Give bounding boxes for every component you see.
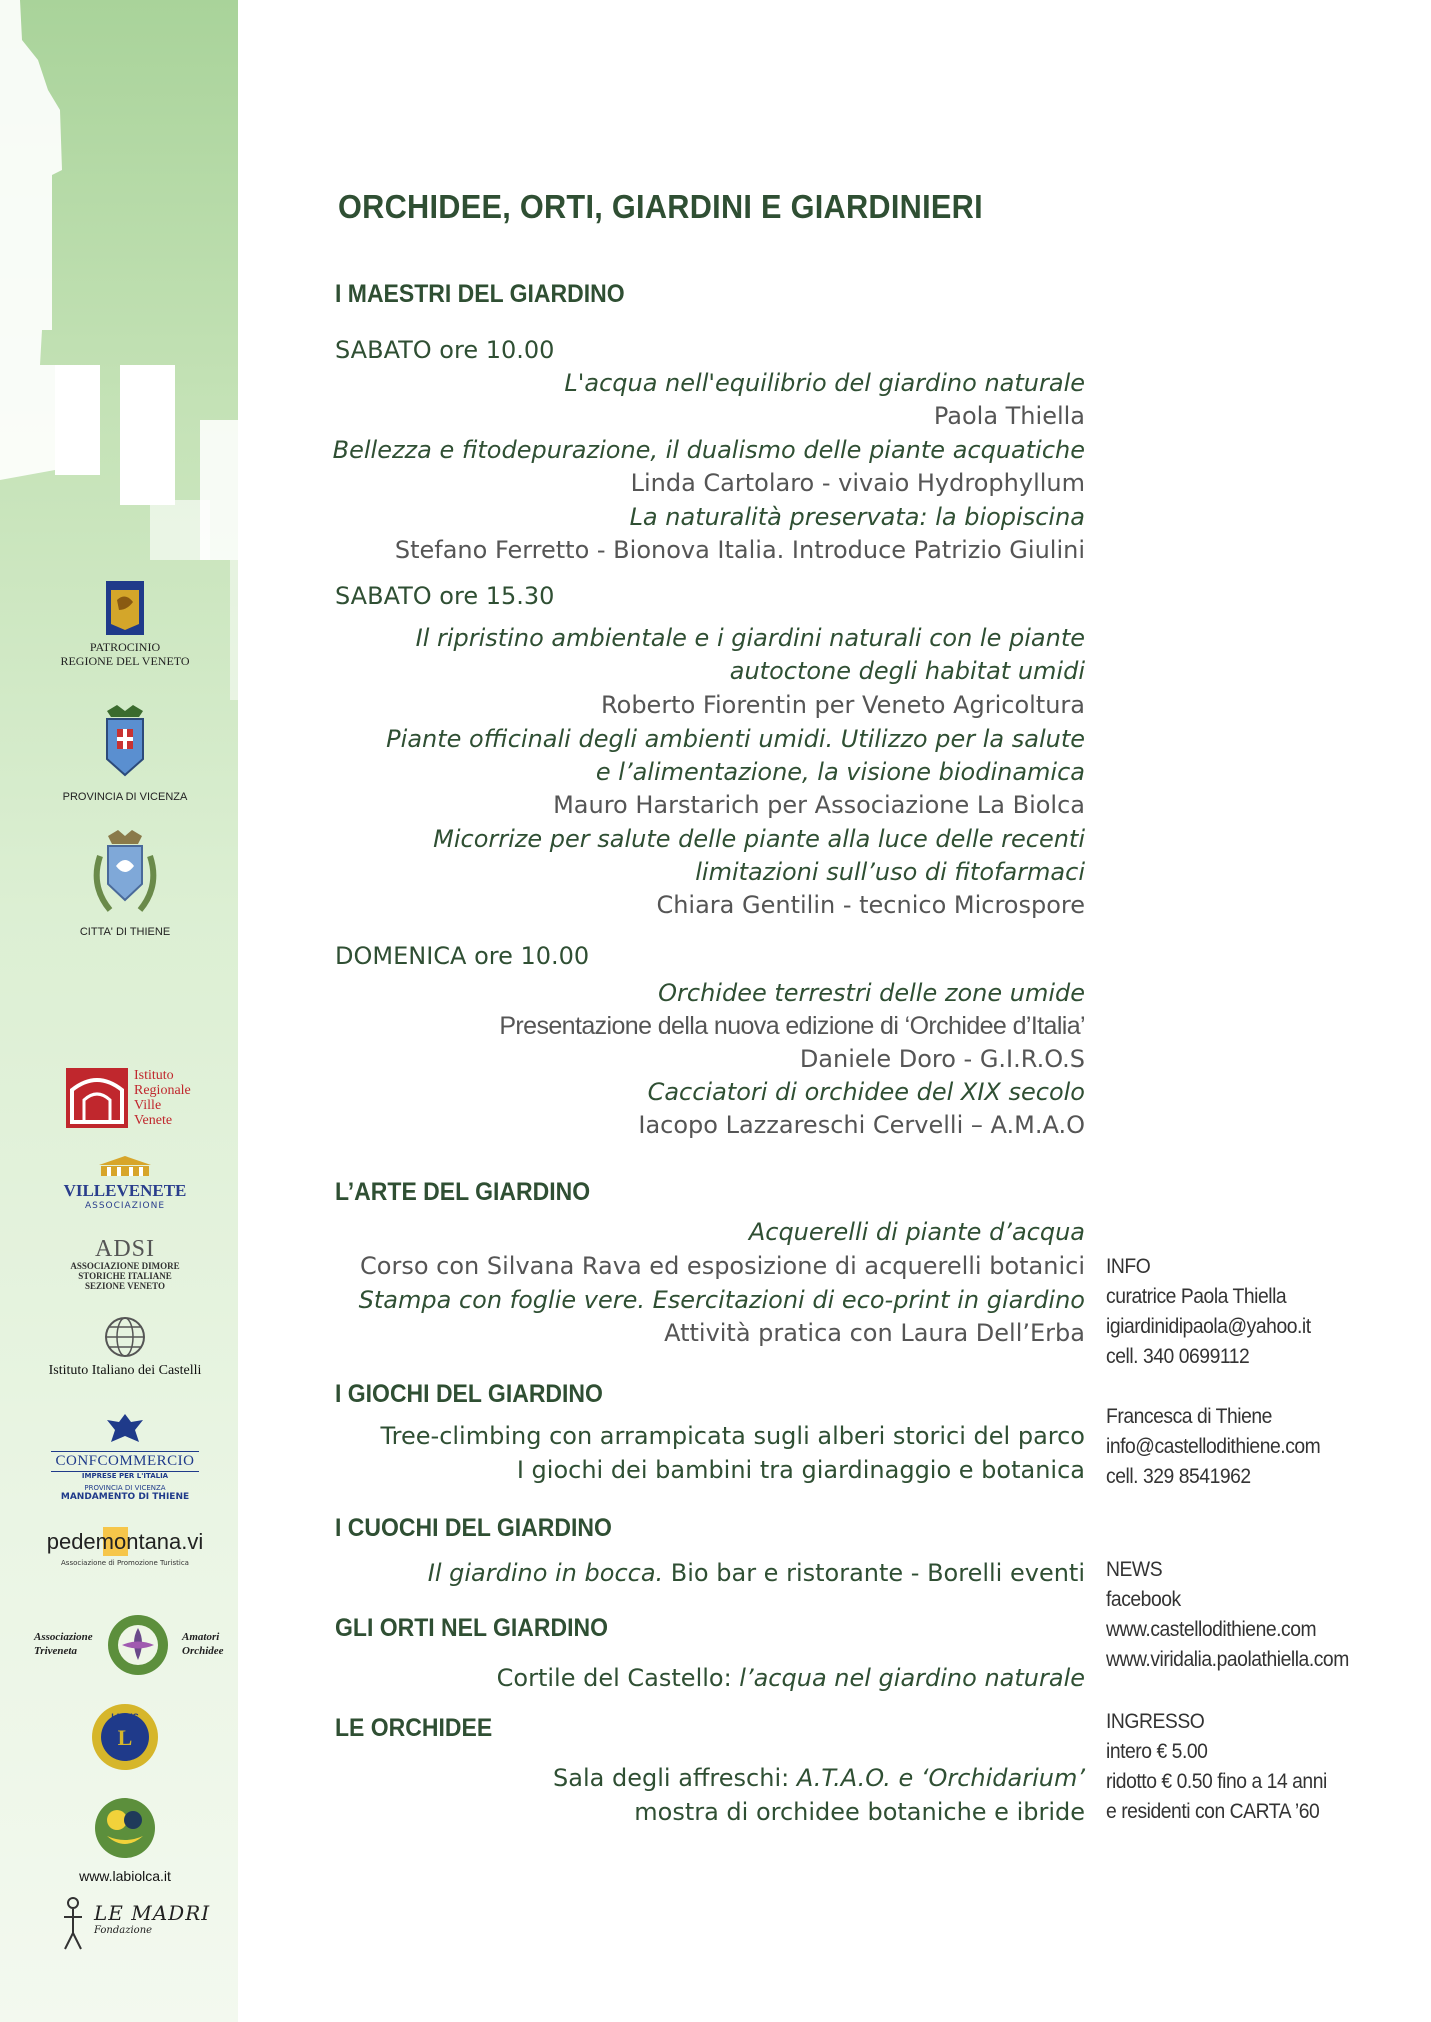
speaker-2: Linda Cartolaro - vivaio Hydrophyllum [630, 469, 1085, 497]
orchidee-plain: Sala degli affreschi: [553, 1764, 797, 1792]
talk-title-6a: Micorrize per salute delle piante alla luce delle recenti [433, 825, 1085, 853]
info-curatrice: curatrice Paola Thiella [1106, 1285, 1287, 1308]
cuochi-italic: Il giardino in bocca. [427, 1559, 664, 1587]
section-heading-giochi: I GIOCHI DEL GIARDINO [335, 1380, 603, 1408]
biolca-url: www.labiolca.it [79, 1868, 171, 1884]
adsi-line-2: STORICHE ITALIANE [78, 1271, 172, 1281]
giochi-line-1: Tree-climbing con arrampicata sugli alberi storici del parco [380, 1422, 1085, 1450]
speaker-6: Chiara Gentilin - tecnico Microspore [656, 891, 1085, 919]
irvv-text-4: Venete [134, 1113, 173, 1128]
adsi-line-3: SEZIONE VENETO [85, 1281, 165, 1291]
news-website-1[interactable]: www.castellodithiene.com [1106, 1618, 1317, 1641]
pedemontana-sub: Associazione di Promozione Turistica [61, 1559, 189, 1567]
giochi-line-2: I giochi dei bambini tra giardinaggio e botanica [516, 1456, 1085, 1484]
news-block [1106, 1555, 1349, 1675]
adsi-name: ADSI [94, 1236, 155, 1262]
section-heading-orchidee: LE ORCHIDEE [335, 1714, 493, 1742]
svg-text:L: L [117, 1725, 133, 1750]
speaker-3: Stefano Ferretto - Bionova Italia. Introduce Patrizio Giulini [394, 536, 1085, 564]
orti-italic: l’acqua nel giardino naturale [739, 1664, 1085, 1692]
confcommercio-logo [30, 1410, 220, 1502]
news-label: NEWS [1106, 1558, 1163, 1581]
lions-emblem-icon [90, 1702, 160, 1772]
talk-title-4b: autoctone degli habitat umidi [729, 657, 1085, 685]
news-website-2[interactable]: www.viridalia.paolathiella.com [1106, 1648, 1349, 1671]
talk-title-4a: Il ripristino ambientale e i giardini naturali con le piante [415, 624, 1085, 652]
info-email-1[interactable]: igiardinidipaola@yahoo.it [1106, 1315, 1311, 1338]
irvv-logo [66, 1068, 216, 1128]
villevenete-logo [30, 1155, 220, 1211]
ingresso-ridotto: ridotto € 0.50 fino a 14 anni [1106, 1770, 1327, 1793]
ataO-left-2: Triveneta [34, 1645, 77, 1657]
irvv-text-3: Ville [134, 1098, 162, 1113]
arte-line-2: Corso con Silvana Rava ed esposizione di acquerelli botanici [360, 1252, 1085, 1280]
ataO-right-2: Orchidee [182, 1645, 224, 1657]
provincia-caption: PROVINCIA DI VICENZA [62, 791, 188, 803]
irvv-emblem-icon [66, 1068, 128, 1128]
info-email-2[interactable]: info@castellodithiene.com [1106, 1435, 1321, 1458]
day-sabato-15: SABATO ore 15.30 [335, 582, 555, 610]
regione-veneto-logo [30, 580, 220, 668]
adsi-line-1: ASSOCIAZIONE DIMORE [70, 1261, 180, 1271]
confcommercio-name: CONFCOMMERCIO [51, 1451, 198, 1472]
day-domenica-10: DOMENICA ore 10.00 [335, 942, 590, 970]
talk-title-3: La naturalità preservata: la biopiscina [629, 503, 1085, 531]
lion-crest-icon [105, 580, 145, 636]
ingresso-block [1106, 1707, 1327, 1827]
talk-title-5a: Piante officinali degli ambienti umidi. Utilizzo per la salute [386, 725, 1085, 753]
ataO-left-1: Associazione [34, 1631, 93, 1643]
provincia-vicenza-logo [30, 703, 220, 803]
thiene-crest-icon [80, 826, 170, 922]
section-heading-maestri: I MAESTRI DEL GIARDINO [335, 280, 625, 308]
ingresso-label: INGRESSO [1106, 1710, 1205, 1733]
globe-icon [103, 1315, 147, 1359]
lions-label: LIONS [111, 1712, 139, 1722]
castelli-logo [20, 1315, 230, 1379]
labiolca-logo [30, 1796, 220, 1884]
eagle-icon [105, 1410, 145, 1446]
info-label: INFO [1106, 1255, 1151, 1278]
citta-thiene-logo [30, 826, 220, 938]
lemadri-logo [60, 1895, 220, 1951]
talk-subtitle-7: Presentazione della nuova edizione di ‘Orchidee d’Italia’ [499, 1012, 1085, 1040]
speaker-8: Iacopo Lazzareschi Cervelli – A.M.A.O [638, 1111, 1085, 1139]
ataO-right-1: Amatori [182, 1631, 220, 1643]
adsi-logo [30, 1237, 220, 1291]
orchidee-line-1 [553, 1763, 1085, 1793]
regione-caption-2: REGIONE DEL VENETO [60, 654, 190, 668]
villa-facade-icon [95, 1155, 155, 1177]
citta-caption: CITTA' DI THIENE [79, 926, 171, 938]
news-facebook[interactable]: facebook [1106, 1588, 1181, 1611]
cuochi-plain: Bio bar e ristorante - Borelli eventi [663, 1559, 1085, 1587]
talk-title-2: Bellezza e fitodepurazione, il dualismo delle piante acquatiche [332, 436, 1085, 464]
lemadri-sub: Fondazione [94, 1925, 153, 1936]
ataO-logo [34, 1610, 234, 1680]
orti-line-1 [497, 1663, 1085, 1693]
section-heading-arte: L’ARTE DEL GIARDINO [335, 1178, 591, 1206]
section-heading-orti: GLI ORTI NEL GIARDINO [335, 1614, 609, 1642]
info-francesca: Francesca di Thiene [1106, 1405, 1272, 1428]
pedemontana-logo [30, 1525, 220, 1567]
figure-icon [60, 1895, 86, 1951]
arte-line-1: Acquerelli di piante d’acqua [748, 1218, 1085, 1246]
pedemontana-name: pedemontana.vi [46, 1529, 204, 1554]
arte-line-4: Attività pratica con Laura Dell’Erba [664, 1319, 1085, 1347]
talk-title-5b: e l’alimentazione, la visione biodinamica [595, 758, 1085, 786]
speaker-5: Mauro Harstarich per Associazione La Biolca [553, 791, 1085, 819]
lions-logo [30, 1702, 220, 1776]
talk-title-7: Orchidee terrestri delle zone umide [658, 979, 1085, 1007]
page-title: ORCHIDEE, ORTI, GIARDINI E GIARDINIERI [338, 188, 983, 225]
orchidee-line-2: mostra di orchidee botaniche e ibride [634, 1798, 1085, 1826]
cuochi-line-1 [428, 1558, 1085, 1588]
section-heading-cuochi: I CUOCHI DEL GIARDINO [335, 1514, 612, 1542]
confcommercio-sub: IMPRESE PER L'ITALIA [81, 1472, 169, 1480]
speaker-4: Roberto Fiorentin per Veneto Agricoltura [601, 691, 1085, 719]
provincia-crest-icon [99, 703, 151, 783]
day-sabato-10: SABATO ore 10.00 [335, 336, 555, 364]
talk-title-8: Cacciatori di orchidee del XIX secolo [647, 1078, 1085, 1106]
villevenete-name: VILLEVENETE [63, 1181, 187, 1200]
castelli-name: Istituto Italiano dei Castelli [48, 1363, 202, 1378]
info-phone-2: cell. 329 8541962 [1106, 1465, 1251, 1488]
arte-line-3: Stampa con foglie vere. Esercitazioni di eco-print in giardino [358, 1286, 1085, 1314]
ingresso-intero: intero € 5.00 [1106, 1740, 1208, 1763]
orchid-emblem-icon [106, 1612, 170, 1678]
ingresso-residenti: e residenti con CARTA ’60 [1106, 1800, 1320, 1823]
talk-title-6b: limitazioni sull’uso di fitofarmaci [695, 858, 1085, 886]
villevenete-sub: ASSOCIAZIONE [84, 1201, 166, 1211]
info-phone-1: cell. 340 0699112 [1106, 1345, 1250, 1368]
speaker-7: Daniele Doro - G.I.R.O.S [799, 1045, 1085, 1073]
confcommercio-prov: PROVINCIA DI VICENZA [84, 1484, 166, 1492]
regione-caption-1: PATROCINIO [89, 640, 161, 654]
biolca-emblem-icon [93, 1796, 157, 1860]
irvv-text-2: Regionale [134, 1083, 191, 1098]
orti-plain: Cortile del Castello: [496, 1664, 740, 1692]
speaker-1: Paola Thiella [933, 402, 1085, 430]
orchidee-italic: A.T.A.O. e ‘Orchidarium’ [796, 1764, 1085, 1792]
lemadri-name: LE MADRI [94, 1901, 211, 1925]
confcommercio-mand: MANDAMENTO DI THIENE [60, 1492, 190, 1502]
irvv-text-1: Istituto [134, 1068, 174, 1083]
talk-title-1: L'acqua nell'equilibrio del giardino naturale [564, 369, 1085, 397]
info-block [1106, 1252, 1320, 1492]
